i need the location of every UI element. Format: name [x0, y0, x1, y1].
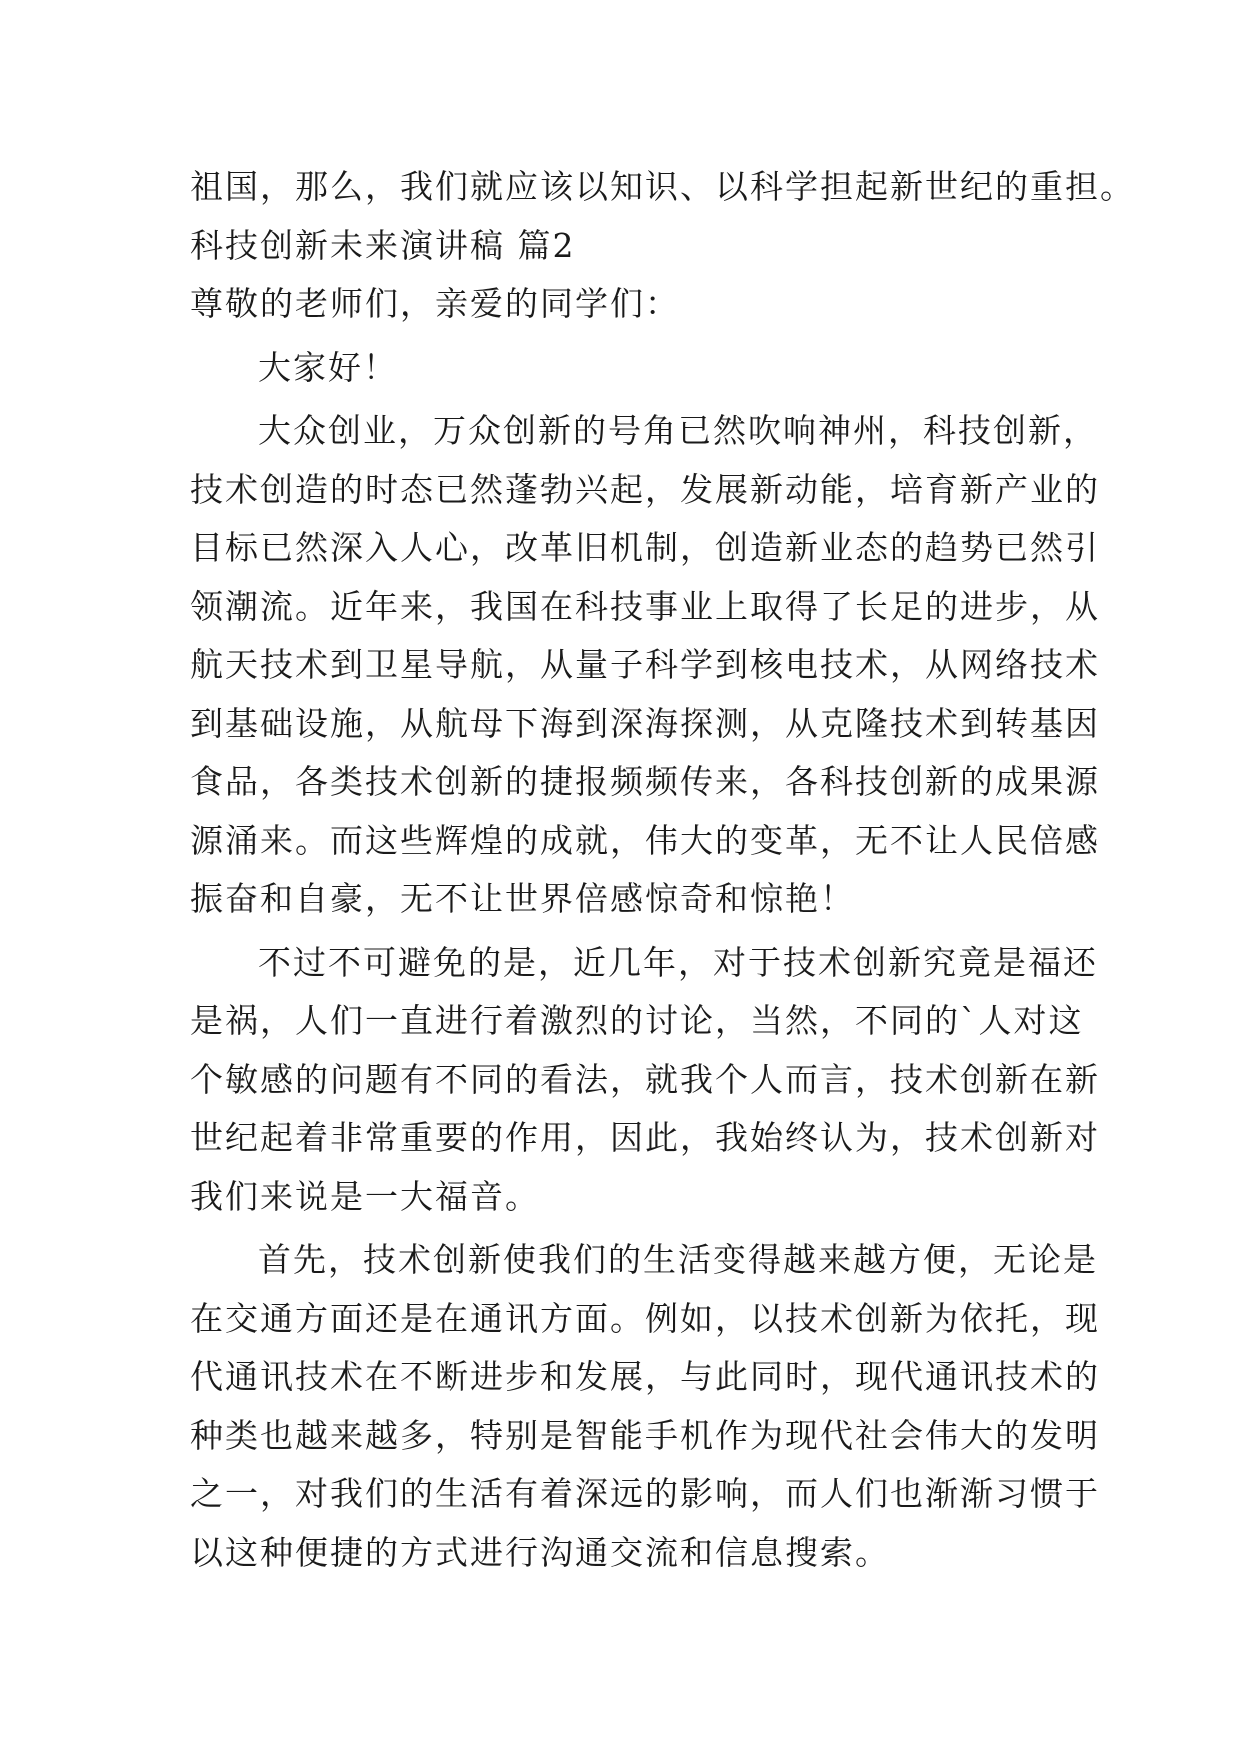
text-line: 种类也越来越多，特别是智能手机作为现代社会伟大的发明	[190, 1415, 1100, 1455]
text-line: 不过不可避免的是，近几年，对于技术创新究竟是福还	[258, 942, 1098, 982]
text-line: 振奋和自豪，无不让世界倍感惊奇和惊艳！	[190, 879, 855, 918]
text-line: 大众创业，万众创新的号角已然吹响神州，科技创新，	[258, 411, 1098, 450]
text-line: 代通讯技术在不断进步和发展，与此同时，现代通讯技术的	[190, 1357, 1100, 1396]
text-line: 航天技术到卫星导航，从量子科学到核电技术，从网络技术	[190, 645, 1100, 684]
document-body	[190, 158, 1135, 1582]
text-line: 我们来说是一大福音。	[190, 1176, 540, 1216]
text-line: 领潮流。近年来，我国在科技事业上取得了长足的进步，从	[190, 586, 1100, 626]
text-line: 世纪起着非常重要的作用，因此，我始终认为，技术创新对	[190, 1118, 1100, 1157]
text-line: 是祸，人们一直进行着激烈的讨论，当然，不同的`人对这	[190, 1001, 1084, 1040]
text-line: 源涌来。而这些辉煌的成就，伟大的变革，无不让人民倍感	[190, 820, 1100, 860]
section-heading: 科技创新未来演讲稿 篇2	[190, 225, 576, 265]
text-line: 到基础设施，从航母下海到深海探测，从克隆技术到转基因	[190, 703, 1100, 743]
text-line: 个敏感的问题有不同的看法，就我个人而言，技术创新在新	[190, 1059, 1100, 1099]
text-line: 在交通方面还是在通讯方面。例如，以技术创新为依托，现	[190, 1298, 1100, 1338]
text-line: 之一，对我们的生活有着深远的影响，而人们也渐渐习惯于	[190, 1474, 1100, 1513]
text-line: 祖国，那么，我们就应该以知识、以科学担起新世纪的重担。	[190, 167, 1135, 206]
text-line: 技术创造的时态已然蓬勃兴起，发展新动能，培育新产业的	[190, 469, 1100, 509]
text-line: 食品，各类技术创新的捷报频频传来，各科技创新的成果源	[190, 762, 1100, 801]
text-line: 首先，技术创新使我们的生活变得越来越方便，无论是	[258, 1240, 1098, 1279]
salutation: 尊敬的老师们，亲爱的同学们：	[190, 284, 680, 323]
greeting: 大家好！	[258, 347, 398, 387]
text-line: 以这种便捷的方式进行沟通交流和信息搜索。	[190, 1532, 890, 1572]
text-line: 目标已然深入人心，改革旧机制，创造新业态的趋势已然引	[190, 528, 1100, 567]
